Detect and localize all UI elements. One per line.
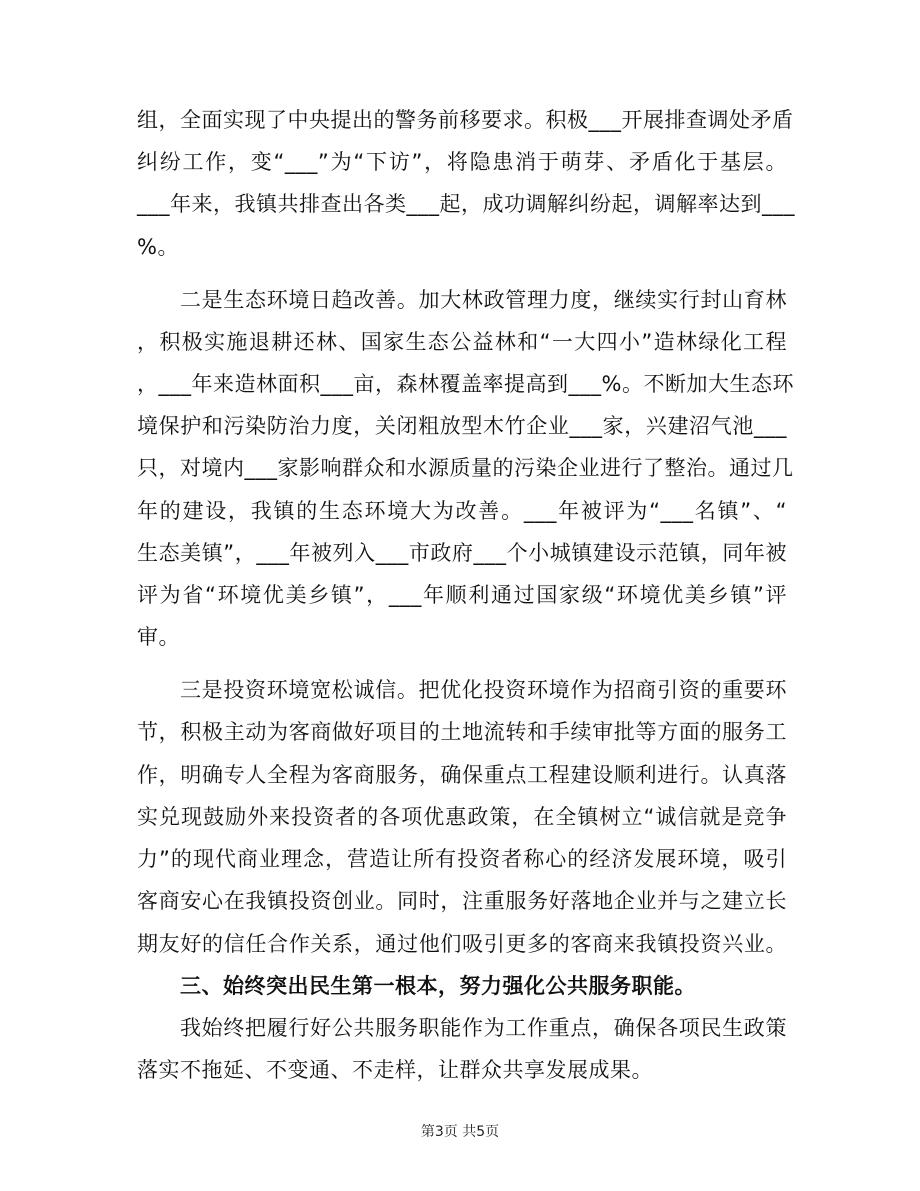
paragraph-line: 审。 xyxy=(137,625,180,649)
paragraph-line: 力”的现代商业理念，营造让所有投资者称心的经济发展环境，吸引 xyxy=(137,847,787,871)
page-number-footer: 第3页 共5页 xyxy=(420,1124,500,1140)
section-heading: 三、始终突出民生第一根本，努力强化公共服务职能。 xyxy=(180,974,696,998)
paragraph-line: 境保护和污染防治力度，关闭粗放型木竹企业___家，兴建沼气池___ xyxy=(137,414,787,438)
paragraph-line: 只，对境内___家影响群众和水源质量的污染企业进行了整治。通过几 xyxy=(137,456,794,480)
paragraph-line: 评为省“环境优美乡镇”，___年顺利通过国家级“环境优美乡镇”评 xyxy=(137,583,787,607)
paragraph-line: 节，积极主动为客商做好项目的土地流转和手续审批等方面的服务工 xyxy=(137,720,787,744)
paragraph-line: %。 xyxy=(137,235,179,259)
paragraph-line: 期友好的信任合作关系，通过他们吸引更多的客商来我镇投资兴业。 xyxy=(137,932,787,956)
paragraph-line: ，___年来造林面积___亩，森林覆盖率提高到___%。不断加大生态环 xyxy=(137,372,794,396)
paragraph-line: 年的建设，我镇的生态环境大为改善。___年被评为“___名镇”、“ xyxy=(137,499,787,523)
paragraph-line: 实兑现鼓励外来投资者的各项优惠政策，在全镇树立“诚信就是竞争 xyxy=(137,805,787,829)
paragraph-line: 作，明确专人全程为客商服务，确保重点工程建设顺利进行。认真落 xyxy=(137,763,787,787)
paragraph-line: 生态美镇”，___年被列入___市政府___个小城镇建设示范镇，同年被 xyxy=(137,541,787,565)
paragraph-line: 落实不拖延、不变通、不走样，让群众共享发展成果。 xyxy=(137,1058,653,1082)
paragraph-line: 我始终把履行好公共服务职能作为工作重点，确保各项民生政策 xyxy=(180,1016,787,1040)
paragraph-line: ，积极实施退耕还林、国家生态公益林和“一大四小”造林绿化工程 xyxy=(137,330,787,354)
paragraph-line: ___年来，我镇共排查出各类___起，成功调解纠纷起，调解率达到___ xyxy=(137,192,795,216)
paragraph-line: 二是生态环境日趋改善。加大林政管理力度，继续实行封山育林 xyxy=(180,288,787,312)
paragraph-line: 三是投资环境宽松诚信。把优化投资环境作为招商引资的重要环 xyxy=(180,678,787,702)
paragraph-line: 纠纷工作，变“___”为“下访”，将隐患消于萌芽、矛盾化于基层。 xyxy=(137,150,787,174)
paragraph-line: 客商安心在我镇投资创业。同时，注重服务好落地企业并与之建立长 xyxy=(137,889,787,913)
paragraph-line: 组，全面实现了中央提出的警务前移要求。积极___开展排查调处矛盾 xyxy=(137,108,794,132)
